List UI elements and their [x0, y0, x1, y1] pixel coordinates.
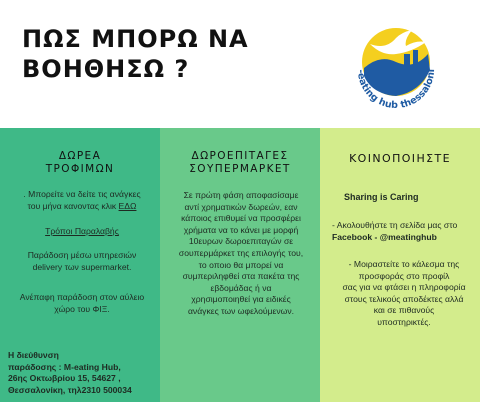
vouchers-line: ανάγκες των ωφελούμενων.: [187, 305, 295, 316]
follow-paragraph: [332, 220, 478, 243]
vouchers-line: το οποιο θα μπορεί να: [198, 259, 284, 270]
delivery-paragraph: [6, 250, 158, 273]
supermarket-vouchers-section: [160, 128, 320, 402]
vouchers-line: χρησιμοποιηθεί για ειδικές: [191, 294, 291, 305]
address-line-2: παράδοσης : M-eating Hub,: [8, 361, 121, 372]
delivery-line-1: Παράδοση μέσω υπηρεσιών: [27, 250, 137, 260]
share-paragraph: [330, 259, 478, 329]
vouchers-paragraph: [166, 190, 316, 318]
share-title: ΚΟΙΝΟΠΟΙΗΣΤΕ: [349, 152, 451, 165]
page-title: [22, 24, 322, 84]
share-line: - Μοιραστείτε το κάλεσμα της: [348, 259, 460, 269]
needs-line-2-text: του μήνα κανοντας κλικ: [27, 200, 119, 211]
delivery-address: [8, 350, 158, 396]
delivery-line-2: delivery των supermarket.: [32, 261, 132, 272]
vouchers-line: εβδομάδας ή να: [210, 282, 272, 293]
food-donation-title: [0, 150, 160, 176]
vouchers-line: 10ευρων δωροεπιταγών σε: [188, 236, 294, 247]
needs-link[interactable]: ΕΔΩ: [118, 200, 137, 211]
address-line-1: Η διεύθυνση: [8, 350, 59, 360]
logo-tower: [404, 54, 410, 70]
contactless-paragraph: [6, 292, 158, 315]
logo-emblem: [330, 10, 460, 120]
vouchers-line: σουπερμάρκετ της επιλογής του,: [178, 247, 304, 258]
page-title-line-2: ΒΟΗΘΗΣΩ ?: [22, 55, 190, 83]
needs-line-2: [6, 201, 158, 213]
vouchers-title: [160, 150, 320, 176]
needs-line-1: . Μπορείτε να δείτε τις ανάγκες: [23, 189, 141, 199]
share-subtitle: Sharing is Caring: [344, 192, 419, 202]
share-line: στους τελικούς αποδέκτες αλλά: [344, 293, 464, 304]
share-line: και σε πιθανούς: [373, 305, 435, 316]
needs-paragraph: [6, 189, 158, 212]
address-line-3: 26ης Οκτωβρίου 15, 54627 ,: [8, 373, 121, 384]
address-line-4: Θεσσαλονίκη, τηλ2310 500034: [8, 384, 132, 395]
contactless-line-1: Ανέπαφη παράδοση στον αύλειο: [19, 292, 145, 302]
pickup-methods-link-text[interactable]: Τρόποι Παραλαβής: [45, 226, 119, 236]
vouchers-line: αντί χρηματικών δωρεών, εαν: [184, 201, 298, 212]
logo-tower-2: [413, 50, 418, 70]
vouchers-line: χρήματα να το κάνει με μορφή: [183, 224, 299, 235]
vouchers-line: συμπεριληφθεί στα πακέτα της: [182, 271, 300, 282]
meating-hub-logo: [330, 10, 460, 120]
vouchers-line: κάποιος επιθυμεί να προσφέρει: [181, 213, 301, 224]
vouchers-title-line-1: ΔΩΡΟΕΠΙΤΑΓΕΣ: [191, 150, 289, 162]
vouchers-title-line-2: ΣΟΥΠΕΡΜΑΡΚΕΤ: [189, 163, 291, 175]
vouchers-line: Σε πρώτη φάση αποφασίσαμε: [183, 190, 299, 200]
share-line: σας για να φτάσει η πληροφορία: [342, 282, 466, 293]
contactless-line-2: χώρο του ΦΙΞ.: [54, 303, 110, 314]
facebook-handle[interactable]: Facebook - @meatinghub: [332, 231, 437, 242]
follow-line-1: - Ακολουθήστε τη σελίδα μας στο: [332, 220, 458, 230]
share-line: προσφοράς στο προφίλ: [358, 270, 450, 281]
food-donation-title-line-1: ΔΩΡΕΑ: [58, 150, 102, 162]
food-donation-section: [0, 128, 160, 402]
pickup-methods-link[interactable]: [6, 226, 158, 238]
share-section: [320, 128, 480, 402]
page-title-line-1: ΠΩΣ ΜΠΟΡΩ ΝΑ: [22, 25, 249, 53]
share-line: υποστηρικτές.: [377, 316, 431, 327]
food-donation-title-line-2: ΤΡΟΦΙΜΩΝ: [45, 163, 115, 175]
logo-text: -eating hub thessaloni: [354, 68, 438, 112]
